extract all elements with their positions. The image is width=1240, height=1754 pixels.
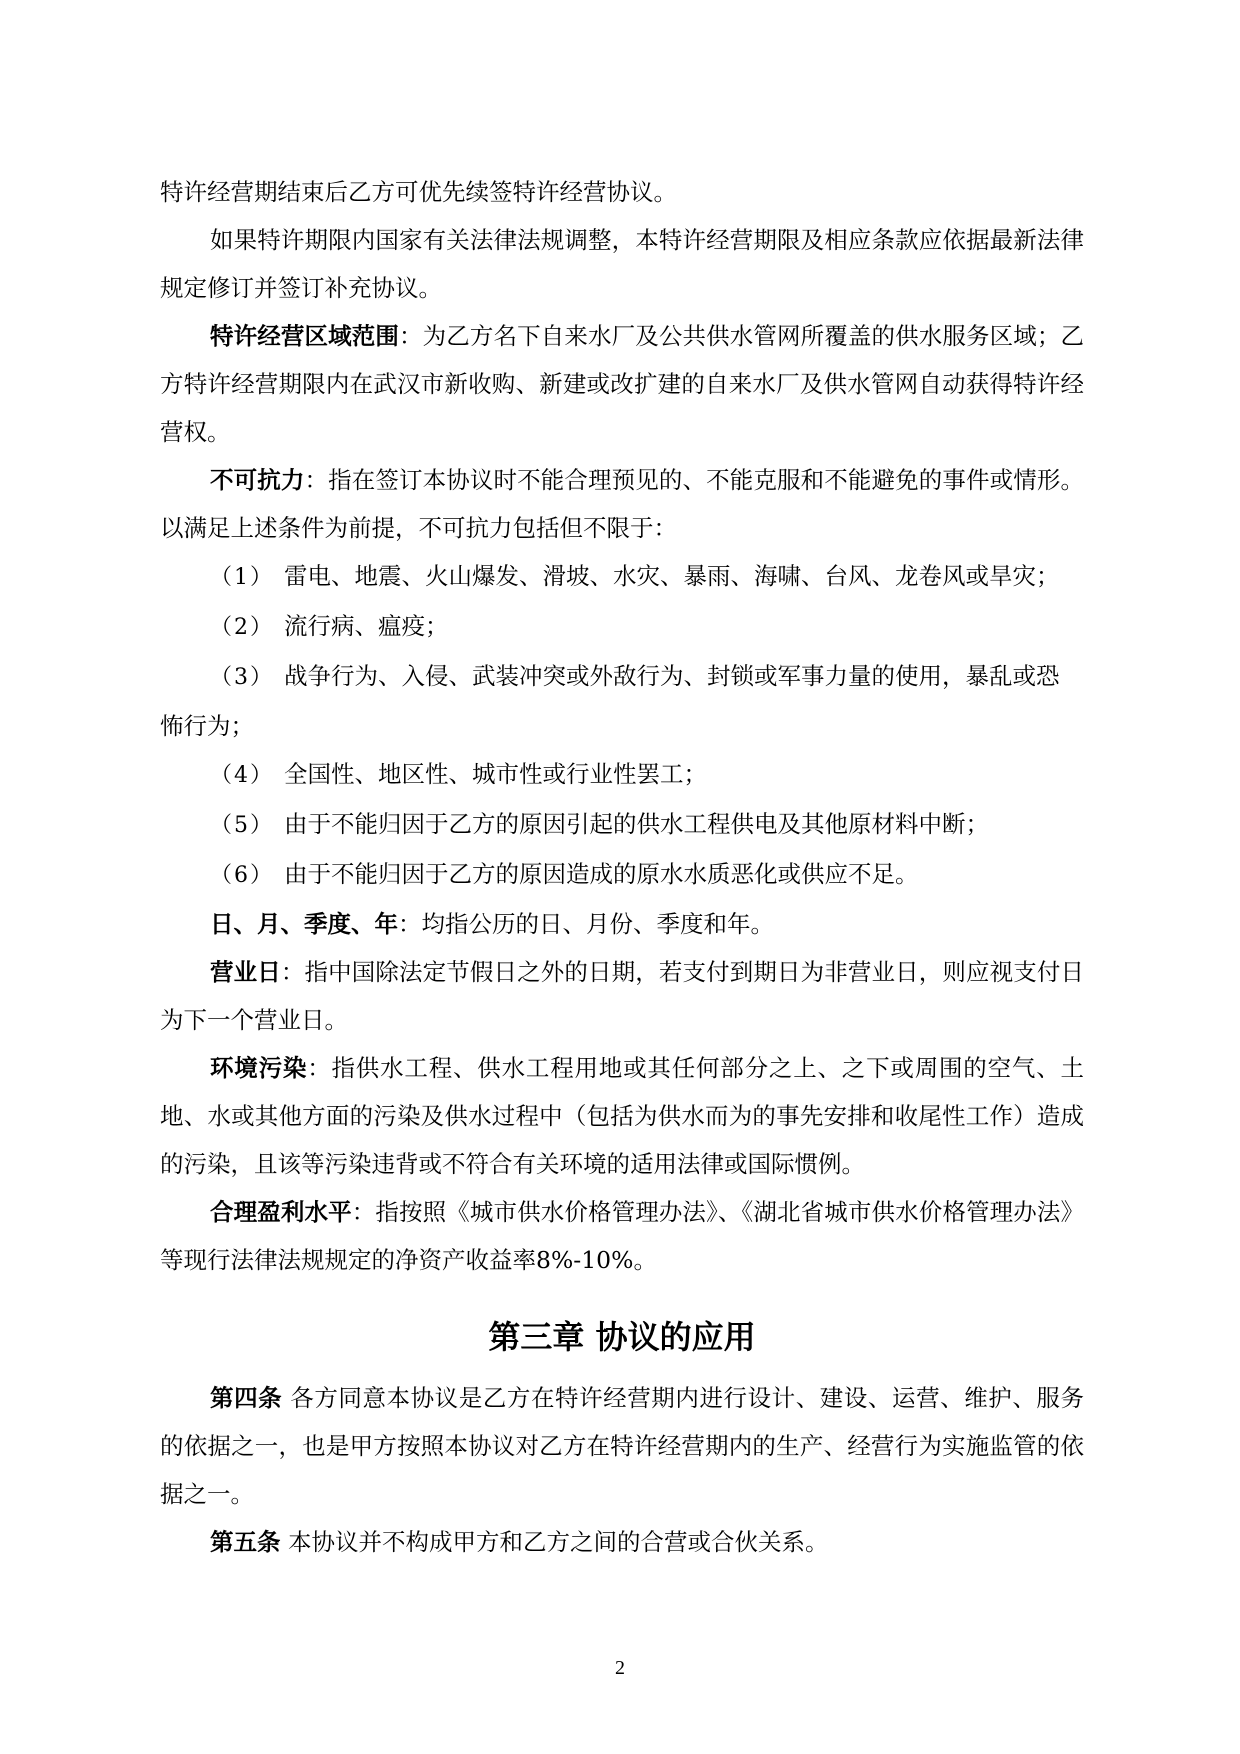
list-item: [160, 602, 1084, 652]
list-item-number: （2）: [210, 615, 274, 640]
term-calendar: 日、月、季度、年: [210, 910, 398, 938]
list-item: [160, 800, 1084, 850]
term-service-area: 特许经营区域范围: [210, 322, 399, 350]
page-number: 2: [615, 1657, 625, 1679]
paragraph-pollution: [160, 1044, 1084, 1188]
definition-calendar: ：均指公历的日、月份、季度和年。: [398, 910, 774, 938]
profit-rate: 8%-10%: [536, 1246, 634, 1274]
list-item-continuation: 怖行为；: [160, 712, 254, 740]
definition-business-day: ：指中国除法定节假日之外的日期，若支付到期日为非营业日，则应视支付日为下一个营业日。: [160, 958, 1084, 1034]
paragraph-renewal: 特许经营期结束后乙方可优先续签特许经营协议。: [160, 178, 677, 206]
list-item-text: 战争行为、入侵、武装冲突或外敌行为、封锁或军事力量的使用，暴乱或恐: [284, 662, 1060, 690]
paragraph-force-majeure: [160, 456, 1084, 552]
paragraph-business-day: [160, 948, 1084, 1044]
list-item: [160, 750, 1084, 800]
sentence-end: 。: [633, 1246, 657, 1274]
chapter-title: 第三章 协议的应用: [488, 1318, 756, 1356]
paragraph-service-area: [160, 312, 1084, 456]
list-item: [160, 652, 1084, 702]
list-item-text: 全国性、地区性、城市性或行业性罢工；: [284, 760, 707, 788]
list-item: [160, 552, 1084, 602]
paragraph-profit-level: [160, 1188, 1084, 1284]
list-item-text: 雷电、地震、火山爆发、滑坡、水灾、暴雨、海啸、台风、龙卷风或旱灾；: [284, 562, 1060, 590]
article-five-label: 第五条: [210, 1528, 281, 1556]
term-profit-level: 合理盈利水平: [210, 1198, 352, 1226]
term-business-day: 营业日: [210, 958, 281, 986]
document-page: [160, 168, 1084, 1566]
list-item-text: 由于不能归因于乙方的原因引起的供水工程供电及其他原材料中断；: [284, 810, 989, 838]
list-item-text: 由于不能归因于乙方的原因造成的原水水质恶化或供应不足。: [284, 860, 919, 888]
article-four-text: 各方同意本协议是乙方在特许经营期内进行设计、建设、运营、维护、服务的依据之一，也是甲方按照本协议对乙方在特许经营期内的生产、经营行为实施监管的依据之一。: [160, 1384, 1084, 1508]
list-item-number: （3）: [210, 665, 274, 690]
term-force-majeure: 不可抗力: [210, 466, 305, 494]
list-item-number: （1）: [210, 565, 274, 590]
list-item-number: （6）: [210, 863, 274, 888]
list-item: [160, 850, 1084, 900]
list-item-number: （5）: [210, 813, 274, 838]
definition-service-area: ：为乙方名下自来水厂及公共供水管网所覆盖的供水服务区域；乙方特许经营期限内在武汉市新收购、新建或改扩建的自来水厂及供水管网自动获得特许经营权。: [160, 322, 1084, 446]
article-four: [160, 1374, 1084, 1518]
paragraph-calendar-terms: [160, 900, 1084, 948]
definition-force-majeure: ：指在签订本协议时不能合理预见的、不能克服和不能避免的事件或情形。以满足上述条件为前提，不可抗力包括但不限于：: [160, 466, 1084, 542]
paragraph-law-adjustment: 如果特许期限内国家有关法律法规调整，本特许经营期限及相应条款应依据最新法律规定修订并签订补充协议。: [160, 226, 1084, 302]
definition-pollution: ：指供水工程、供水工程用地或其任何部分之上、之下或周围的空气、土地、水或其他方面的污染及供水过程中（包括为供水而为的事先安排和收尾性工作）造成的污染，且该等污染违背或不符合有关环境的适用法律或国际惯例。: [160, 1054, 1085, 1178]
definition-profit-level: ：指按照《城市供水价格管理办法》、《湖北省城市供水价格管理办法》等现行法律法规规定的净资产收益率: [160, 1198, 1085, 1274]
list-item-text: 流行病、瘟疫；: [284, 612, 449, 640]
list-item-number: （4）: [210, 763, 274, 788]
article-five: [160, 1518, 1084, 1566]
article-four-label: 第四条: [210, 1384, 283, 1412]
article-five-text: 本协议并不构成甲方和乙方之间的合营或合伙关系。: [280, 1528, 829, 1556]
term-pollution: 环境污染: [210, 1054, 308, 1082]
